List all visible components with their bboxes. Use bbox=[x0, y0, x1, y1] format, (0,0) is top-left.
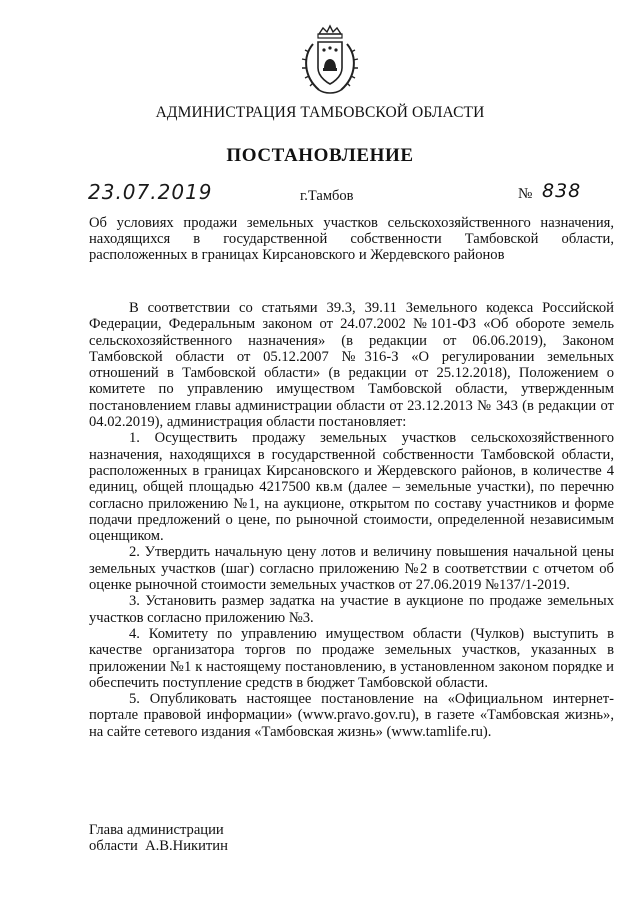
clause-4: 4. Комитету по управлению имуществом области (Чулков) выступить в качестве организатора торгов по продаже земельных участков, указанных в приложении №1 к настоящему постановлению, в установленном законом порядке и обеспечить поступление средств в бюджет Тамбовской области. bbox=[89, 625, 614, 691]
document-date: 23.07.2019 bbox=[88, 180, 213, 204]
signature-name: области А.В.Никитин bbox=[89, 838, 228, 854]
document-type: ПОСТАНОВЛЕНИЕ bbox=[226, 145, 414, 166]
clause-5: 5. Опубликовать настоящее постановление на «Официальном интернет-портале правовой информации» (www.pravo.gov.ru), в газете «Тамбовская жизнь», на сайте сетевого издания «Тамбовская жизнь» (www.tamlife.ru). bbox=[89, 691, 614, 740]
signature-block bbox=[89, 822, 228, 854]
signature-title: Глава администрации bbox=[89, 822, 224, 838]
document-number: 838 bbox=[542, 180, 582, 202]
document-subject: Об условиях продажи земельных участков сельскохозяйственного назначения, находящихся в государственной собственности Тамбовской области, расположенных в границах Кирсановского и Жердевского районов bbox=[89, 215, 614, 263]
document-city: г.Тамбов bbox=[300, 188, 354, 204]
coat-of-arms-icon bbox=[299, 24, 361, 96]
agency-name: АДМИНИСТРАЦИЯ ТАМБОВСКОЙ ОБЛАСТИ bbox=[155, 104, 485, 121]
document-body bbox=[89, 300, 614, 740]
clause-1: 1. Осуществить продажу земельных участков сельскохозяйственного назначения, находящихся в государственной собственности Тамбовской области, расположенных в границах Кирсановского и Жердевского районов, в количестве 4 единиц, общей площадью 4217500 кв.м (далее – земельные участки), по перечню согласно приложению №1, на аукционе, открытом по составу участников и форме подачи предложений о цене, по рыночной стоимости, определенной независимым оценщиком. bbox=[89, 430, 614, 545]
clause-3: 3. Установить размер задатка на участие в аукционе по продаже земельных участков согласно приложению №3. bbox=[89, 593, 614, 626]
clause-2: 2. Утвердить начальную цену лотов и величину повышения начальной цены земельных участков (шаг) согласно приложению №2 в соответствии с отчетом об оценке рыночной стоимости земельных участков от 27.06.2019 №137/1-2019. bbox=[89, 544, 614, 594]
number-label: № bbox=[518, 186, 533, 202]
preamble-paragraph: В соответствии со статьями 39.3, 39.11 Земельного кодекса Российской Федерации, Федеральным законом от 24.07.2002 №101-ФЗ «Об обороте земель сельскохозяйственного назначения» (в редакции от 06.06.2019), Законом Тамбовской области от 05.12.2007 №316-З «О регулировании земельных отношений в Тамбовской области» (в редакции от 25.12.2018), Положением о комитете по управлению имуществом Тамбовской области, утвержденным постановлением главы администрации области от 23.12.2013 № 343 (в редакции от 04.02.2019), администрация области постановляет: bbox=[89, 300, 614, 431]
